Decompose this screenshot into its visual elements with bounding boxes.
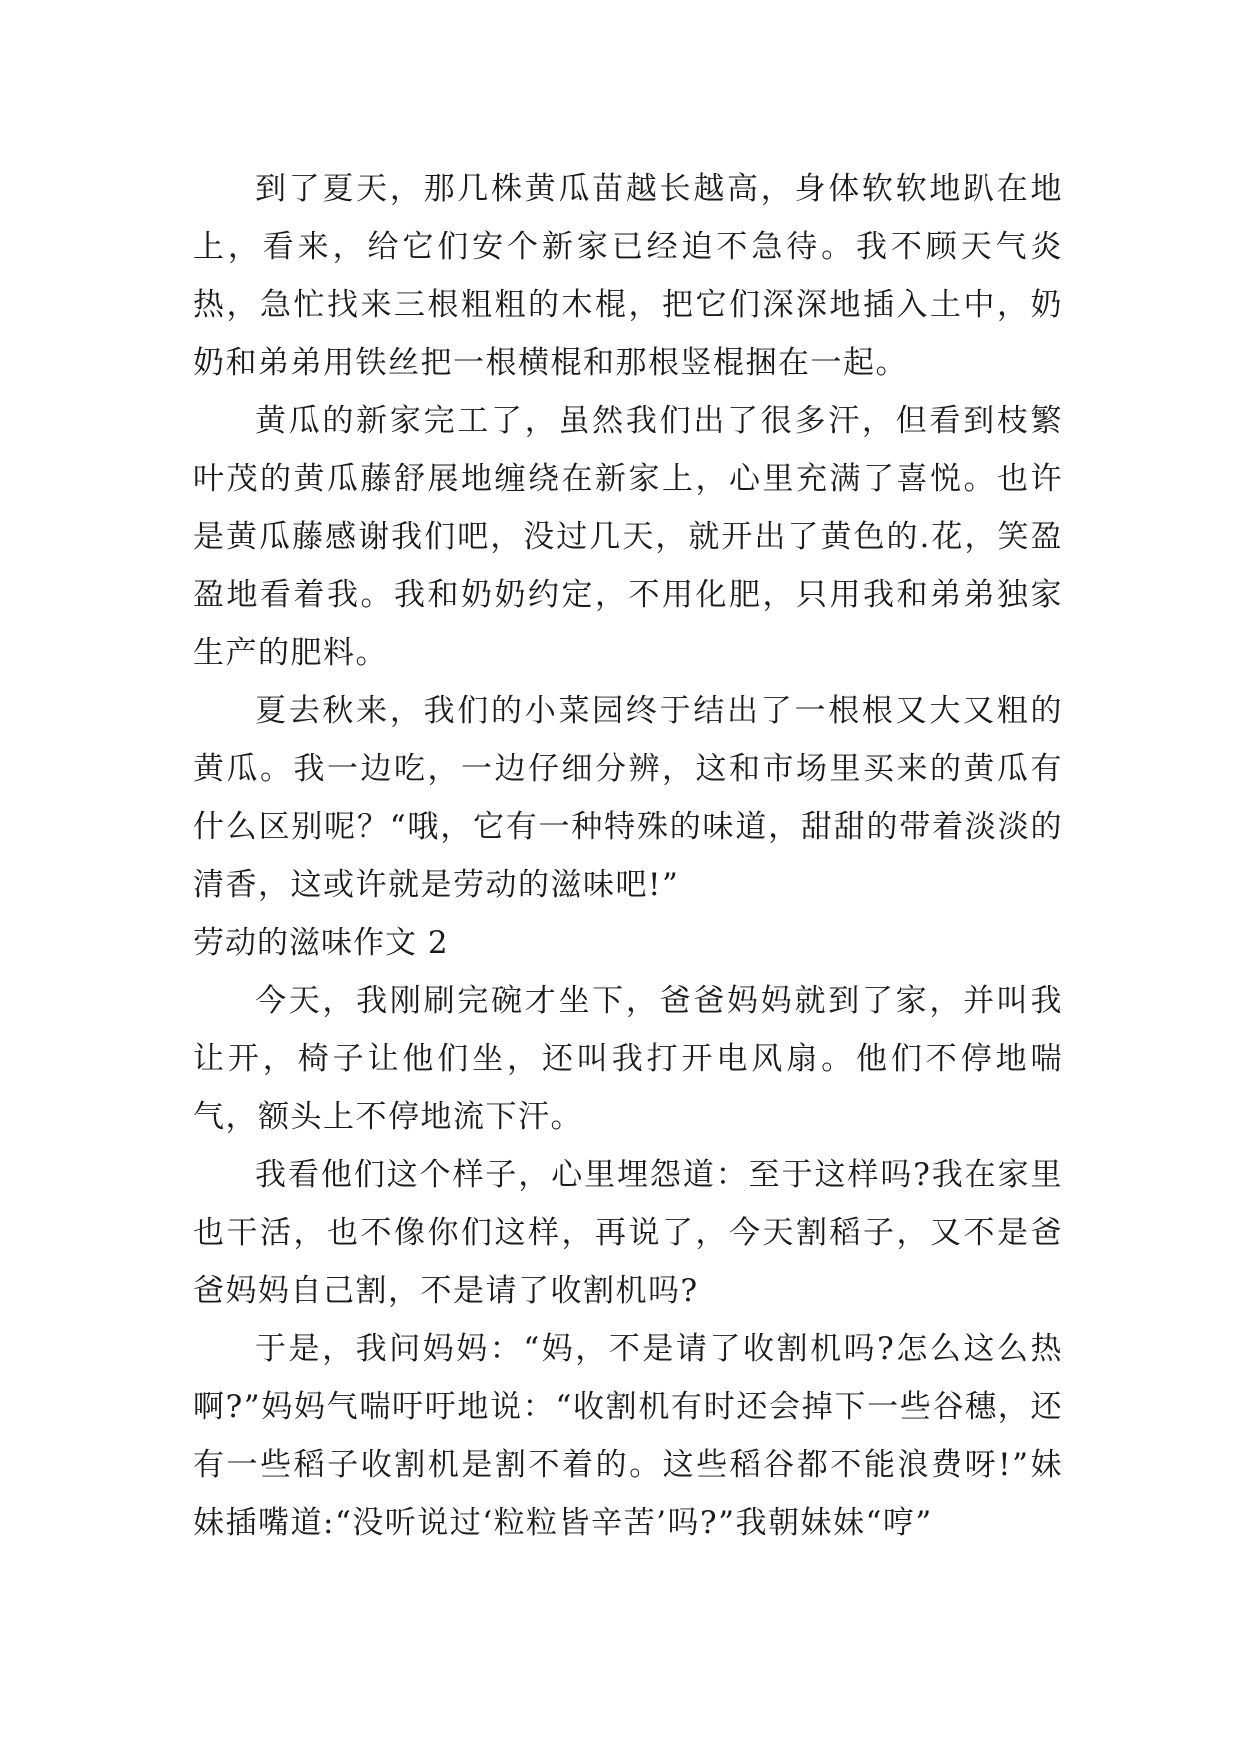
paragraph: 于是，我问妈妈：“妈，不是请了收割机吗?怎么这么热啊?”妈妈气喘吁吁地说：“收割机有时还会掉下一些谷穗，还有一些稻子收割机是割不着的。这些稻谷都不能浪费呀!”妹妹插嘴道:“没听说过‘粒粒皆辛苦’吗?”我朝妹妹“哼” [193,1331,1063,1541]
paragraph: 我看他们这个样子，心里埋怨道：至于这样吗?我在家里也干活，也不像你们这样，再说了，今天割稻子，又不是爸爸妈妈自己割，不是请了收割机吗? [193,1157,1063,1309]
paragraph: 黄瓜的新家完工了，虽然我们出了很多汗，但看到枝繁叶茂的黄瓜藤舒展地缠绕在新家上，心里充满了喜悦。也许是黄瓜藤感谢我们吧，没过几天，就开出了黄色的.花，笑盈盈地看着我。我和奶奶约定，不用化肥，只用我和弟弟独家生产的肥料。 [193,403,1063,671]
section-heading: 劳动的滋味作文 2 [193,925,449,961]
paragraph: 夏去秋来，我们的小菜园终于结出了一根根又大又粗的黄瓜。我一边吃，一边仔细分辨，这和市场里买来的黄瓜有什么区别呢？“哦，它有一种特殊的味道，甜甜的带着淡淡的清香，这或许就是劳动的滋味吧!” [193,693,1063,903]
document-body [193,160,1063,1552]
paragraph: 今天，我刚刷完碗才坐下，爸爸妈妈就到了家，并叫我让开，椅子让他们坐，还叫我打开电风扇。他们不停地喘气，额头上不停地流下汗。 [193,983,1063,1135]
paragraph: 到了夏天，那几株黄瓜苗越长越高，身体软软地趴在地上，看来，给它们安个新家已经迫不急待。我不顾天气炎热，急忙找来三根粗粗的木棍，把它们深深地插入土中，奶奶和弟弟用铁丝把一根横棍和那根竖棍捆在一起。 [193,171,1063,381]
